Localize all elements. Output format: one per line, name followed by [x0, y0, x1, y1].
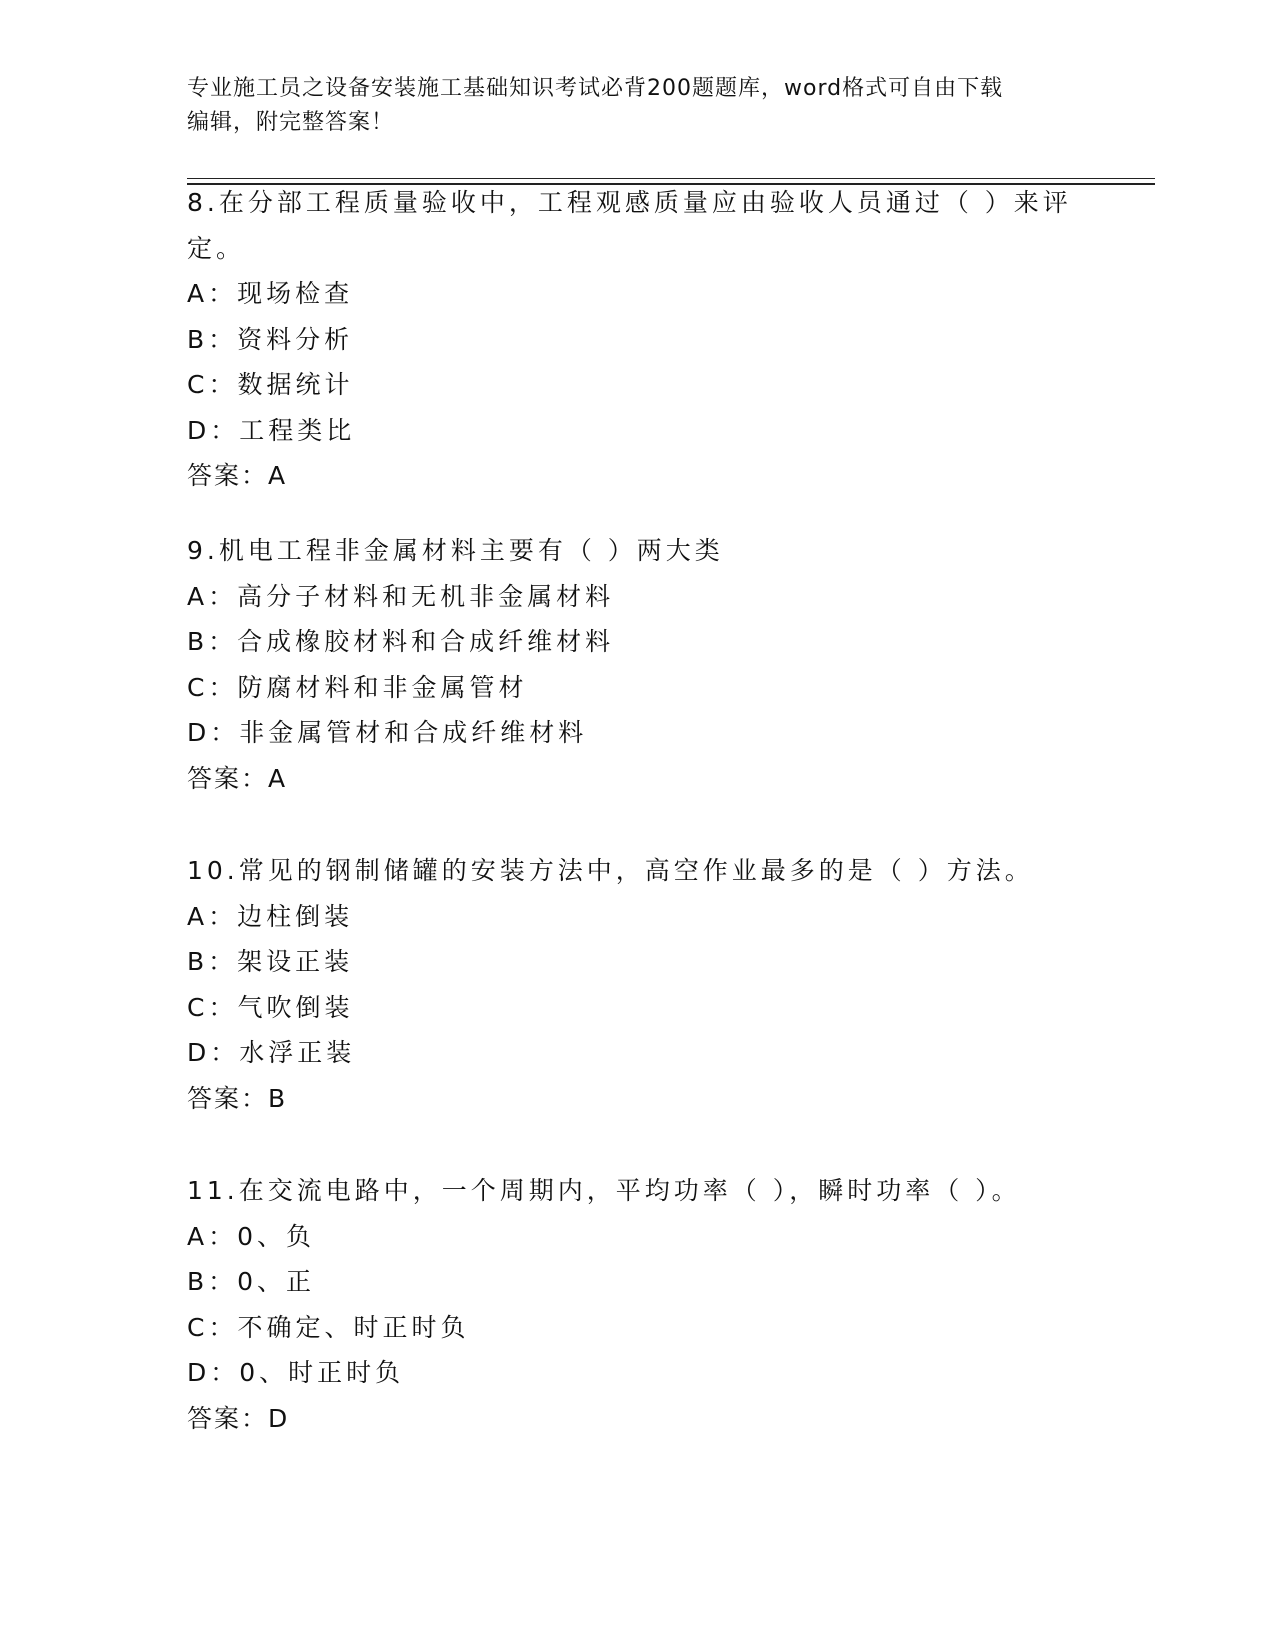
answer: 答案：A — [187, 763, 288, 793]
option-d: D：水浮正装 — [187, 1038, 356, 1067]
option-c: C：防腐材料和非金属管材 — [187, 672, 528, 702]
answer: 答案：A — [187, 461, 288, 490]
option-a: A：现场检查 — [187, 279, 354, 308]
option-b: B：0、正 — [187, 1267, 316, 1296]
option-d: D：工程类比 — [187, 415, 356, 445]
option-b: B：合成橡胶材料和合成纤维材料 — [187, 627, 615, 656]
header-divider-thin — [187, 178, 1155, 179]
option-a: A：高分子材料和无机非金属材料 — [187, 581, 615, 611]
question-stem-continued: 定。 — [187, 233, 246, 263]
question-stem: 10.常见的钢制储罐的安装方法中，高空作业最多的是（ ）方法。 — [187, 856, 1034, 885]
option-c: C：数据统计 — [187, 370, 354, 399]
header-line-1: 专业施工员之设备安装施工基础知识考试必背200题题库，word格式可自由下载 — [187, 76, 1004, 101]
question-stem: 11.在交流电路中，一个周期内，平均功率（ ），瞬时功率（ ）。 — [187, 1176, 1021, 1205]
answer: 答案：D — [187, 1403, 290, 1433]
option-a: A：边柱倒装 — [187, 901, 354, 931]
document-header — [187, 72, 1087, 140]
question-11 — [187, 1168, 1087, 1441]
option-d: D：0、时正时负 — [187, 1358, 405, 1387]
option-b: B：资料分析 — [187, 324, 354, 354]
option-d: D：非金属管材和合成纤维材料 — [187, 718, 588, 747]
option-a: A：0、负 — [187, 1221, 316, 1251]
option-c: C：气吹倒装 — [187, 992, 354, 1022]
question-stem: 9.机电工程非金属材料主要有（ ）两大类 — [187, 536, 724, 565]
answer: 答案：B — [187, 1083, 288, 1113]
question-10 — [187, 848, 1087, 1121]
question-9 — [187, 528, 1087, 801]
header-line-2: 编辑，附完整答案！ — [187, 110, 395, 135]
question-8 — [187, 180, 1087, 499]
question-stem: 8.在分部工程质量验收中，工程观感质量应由验收人员通过（ ）来评 — [187, 188, 1072, 217]
option-c: C：不确定、时正时负 — [187, 1312, 470, 1342]
option-b: B：架设正装 — [187, 947, 354, 976]
